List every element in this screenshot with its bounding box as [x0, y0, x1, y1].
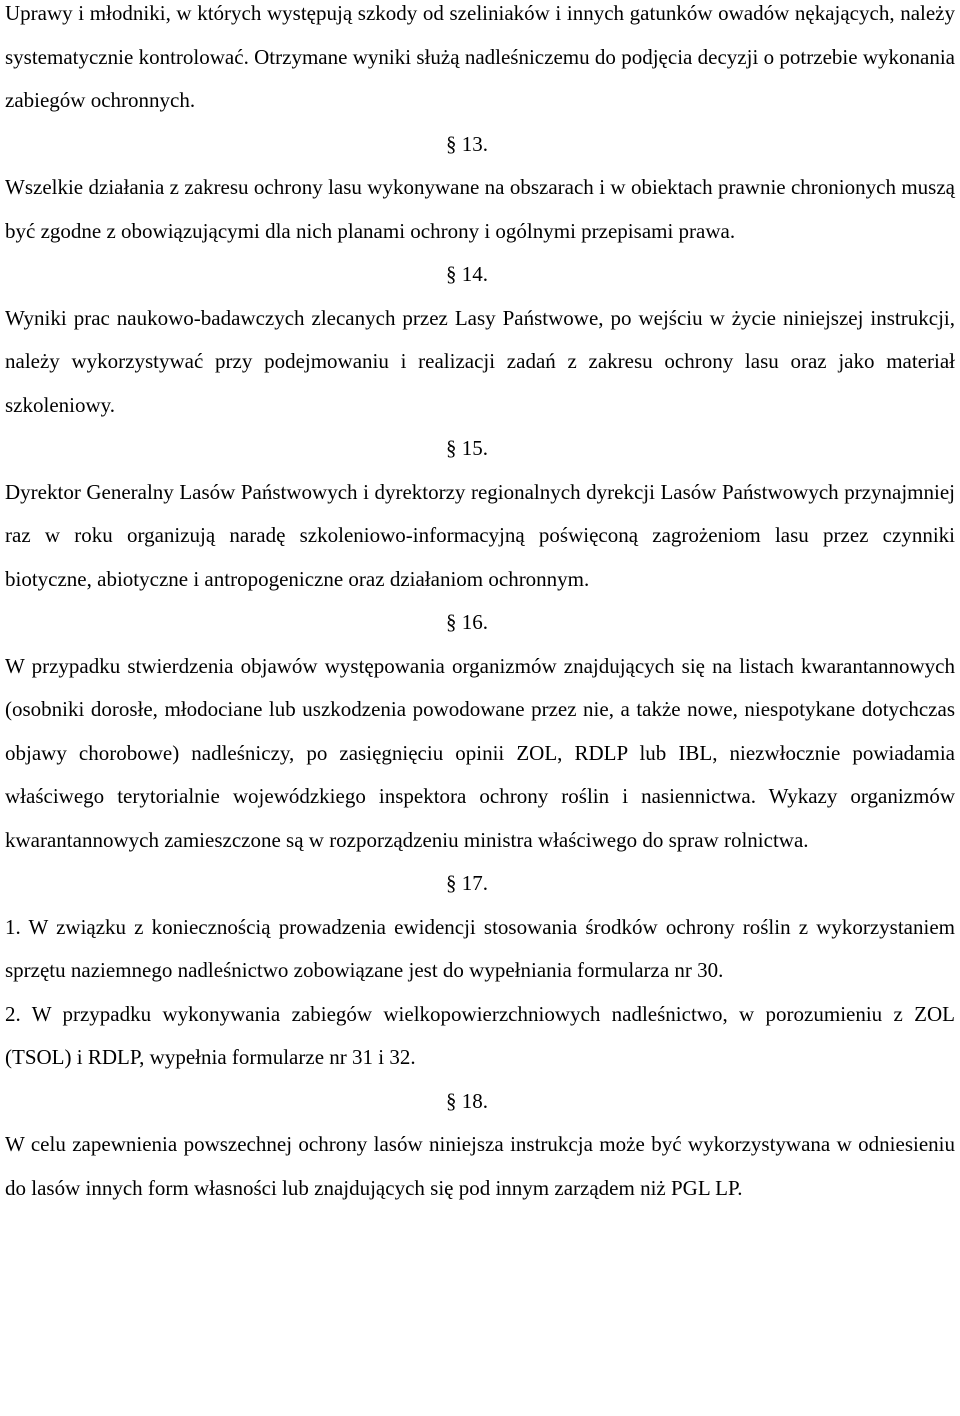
section-13-paragraph: Wszelkie działania z zakresu ochrony lasu wykonywane na obszarach i w obiektach prawnie chronionych muszą być zgodne z obowiązującymi dla nich planami ochrony i ogólnymi przepisami prawa. [5, 175, 955, 243]
section-16-heading: § 16. [446, 610, 488, 634]
section-14-heading: § 14. [446, 262, 488, 286]
section-17-point-2: 2. W przypadku wykonywania zabiegów wielkopowierzchniowych nadleśnictwo, w porozumieniu z ZOL (TSOL) i RDLP, wypełnia formularze nr 31 i 32. [5, 1001, 955, 1069]
document-page [5, 0, 955, 1210]
section-14-paragraph: Wyniki prac naukowo-badawczych zlecanych przez Lasy Państwowe, po wejściu w życie niniejszej instrukcji, należy wykorzystywać przy podejmowaniu i realizacji zadań z zakresu ochrony lasu oraz jako materiał szkoleniowy. [5, 305, 955, 417]
intro-paragraph: Uprawy i młodniki, w których występują szkody od szeliniaków i innych gatunków owadów nękających, należy systematycznie kontrolować. Otrzymane wyniki służą nadleśniczemu do podjęcia decyzji o potrzebie wykonania zabiegów ochronnych. [5, 1, 955, 112]
section-16-paragraph: W przypadku stwierdzenia objawów występowania organizmów znajdujących się na listach kwarantannowych (osobniki dorosłe, młodociane lub uszkodzenia powodowane przez nie, a także nowe, niespotykane dotychczas objawy chorobowe) nadleśniczy, po zasięgnięciu opinii ZOL, RDLP lub IBL, niezwłocznie powiadamia właściwego terytorialnie wojewódzkiego inspektora ochrony roślin i nasiennictwa. Wykazy organizmów kwarantannowych zamieszczone są w rozporządzeniu ministra właściwego do spraw rolnictwa. [5, 653, 955, 852]
section-15-heading: § 15. [446, 436, 488, 460]
section-13-heading: § 13. [446, 131, 488, 156]
section-18-paragraph: W celu zapewnienia powszechnej ochrony lasów niniejsza instrukcja może być wykorzystywana w odniesieniu do lasów innych form własności lub znajdujących się pod innym zarządem niż PGL LP. [5, 1132, 955, 1200]
section-15-paragraph: Dyrektor Generalny Lasów Państwowych i dyrektorzy regionalnych dyrekcji Lasów Państwowych przynajmniej raz w roku organizują naradę szkoleniowo-informacyjną poświęconą zagrożeniom lasu przez czynniki biotyczne, abiotyczne i antropogeniczne oraz działaniom ochronnym. [5, 479, 955, 591]
section-17-point-1: 1. W związku z koniecznością prowadzenia ewidencji stosowania środków ochrony roślin z wykorzystaniem sprzętu naziemnego nadleśnictwo zobowiązane jest do wypełniania formularza nr 30. [5, 914, 955, 982]
section-18-heading: § 18. [446, 1088, 488, 1113]
section-17-heading: § 17. [446, 871, 488, 895]
